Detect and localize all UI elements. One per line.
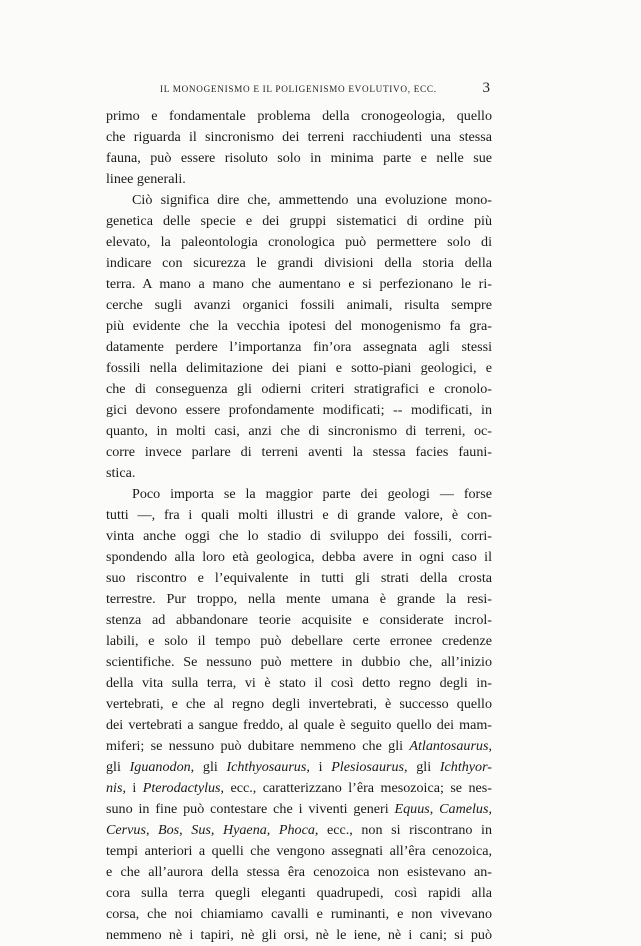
italic-taxon: Equus (394, 801, 430, 817)
text-line: vinta anche oggi che lo stadio di sviluppo dei fossili, corri- (106, 528, 492, 544)
text-line: cora sulla terra quegli eleganti quadrupedi, così rapidi alla (106, 885, 492, 901)
italic-taxon: Pterodactylus (142, 780, 221, 796)
text-line: scientifiche. Se nessuno può mettere in dubbio che, all’inizio (106, 654, 492, 670)
text-line: cerche sugli avanzi organici fossili animali, risulta sempre (106, 297, 492, 313)
text-line: dei vertebrati a sangue freddo, al quale è seguito quello dei mam- (106, 717, 492, 733)
page-number: 3 (482, 80, 490, 96)
text-line: nemmeno nè i tapiri, nè gli orsi, nè le iene, nè i cani; si può (106, 927, 492, 943)
text-line: della vita sulla terra, vi è stato il così detto regno degli in- (106, 675, 492, 691)
italic-taxon: Phoca (278, 822, 315, 838)
text-line: che riguarda il sincronismo dei terreni racchiudenti una stessa (106, 129, 492, 145)
text-line: primo e fondamentale problema della cronogeologia, quello (106, 108, 492, 124)
text-line: miferi; se nessuno può dubitare nemmeno che gli Atlantosaurus, (106, 738, 492, 754)
text-line: Poco importa se la maggior parte dei geologi — forse (132, 486, 492, 502)
text-line: Ciò significa dire che, ammettendo una evoluzione mono- (132, 192, 492, 208)
text-line: stenza ad abbandonare teorie acquisite e considerate incrol- (106, 612, 492, 628)
italic-taxon: Ichthyor- (439, 759, 492, 775)
body-text (106, 106, 492, 946)
text-line: corre invece parlare di terreni aventi la stessa facies fauni- (106, 444, 492, 460)
italic-taxon: Plesiosaurus (331, 759, 405, 775)
text-line: indicare con sicurezza le grandi divisioni della storia della (106, 255, 492, 271)
text-line: nis, i Pterodactylus, ecc., caratterizzano l’êra mesozoica; se nes- (106, 780, 492, 796)
text-line: terra. A mano a mano che aumentano e si perfezionano le ri- (106, 276, 492, 292)
text-line: spondendo alla loro età geologica, debba avere in ogni caso il (106, 549, 492, 565)
text-line: labili, e solo il tempo può debellare certe erronee credenze (106, 633, 492, 649)
text-line: gici devono essere profondamente modificati; -- modificati, in (106, 402, 492, 418)
text-line: linee generali. (106, 171, 186, 187)
text-line: terrestre. Pur troppo, nella mente umana è grande la resi- (106, 591, 492, 607)
text-line: fossili nella delimitazione dei piani e sotto-piani geologici, e (106, 360, 492, 376)
text-line: datamente perdere l’importanza fin’ora assegnata agli stessi (106, 339, 492, 355)
text-line: tempi anteriori a quelli che vengono assegnati all’êra cenozoica, (106, 843, 492, 859)
text-line: vertebrati, e che al regno degli invertebrati, è successo quello (106, 696, 492, 712)
text-line: tutti —, fra i quali molti illustri e di grande valore, è con- (106, 507, 492, 523)
text-line: Cervus, Bos, Sus, Hyaena, Phoca, ecc., non si riscontrano in (106, 822, 492, 838)
text-line: suo riscontro e l’equivalente in tutti gli strati della crosta (106, 570, 492, 586)
text-line: fauna, può essere risoluto solo in minima parte e nelle sue (106, 150, 492, 166)
italic-taxon: Atlantosaurus (409, 738, 489, 754)
text-line: e che all’aurora della stessa êra cenozoica non esistevano an- (106, 864, 492, 880)
italic-taxon: Ichthyosaurus (226, 759, 307, 775)
italic-taxon: Sus (191, 822, 211, 838)
running-header: IL MONOGENISMO E IL POLIGENISMO EVOLUTIVO, ECC. (160, 84, 437, 94)
italic-taxon: nis (106, 780, 123, 796)
italic-taxon: Camelus (439, 801, 489, 817)
text-line: più evidente che la vecchia ipotesi del monogenismo fa gra- (106, 318, 492, 334)
text-line: che di conseguenza gli odierni criteri stratigrafici e cronolo- (106, 381, 492, 397)
italic-taxon: Cervus (106, 822, 146, 838)
text-line: corsa, che noi chiamiamo cavalli e ruminanti, e non vivevano (106, 906, 492, 922)
italic-taxon: Hyaena (222, 822, 267, 838)
text-line: stica. (106, 465, 136, 481)
text-line: suno in fine può contestare che i viventi generi Equus, Camelus, (106, 801, 492, 817)
text-line: gli Iguanodon, gli Ichthyosaurus, i Plesiosaurus, gli Ichthyor- (106, 759, 492, 775)
italic-taxon: Iguanodon (129, 759, 191, 775)
text-line: elevato, la paleontologia cronologica può permettere solo di (106, 234, 492, 250)
italic-taxon: Bos (158, 822, 180, 838)
text-line: genetica delle specie e dei gruppi sistematici di ordine più (106, 213, 492, 229)
text-line: quanto, in molti casi, anzi che di sincronismo di terreni, oc- (106, 423, 492, 439)
